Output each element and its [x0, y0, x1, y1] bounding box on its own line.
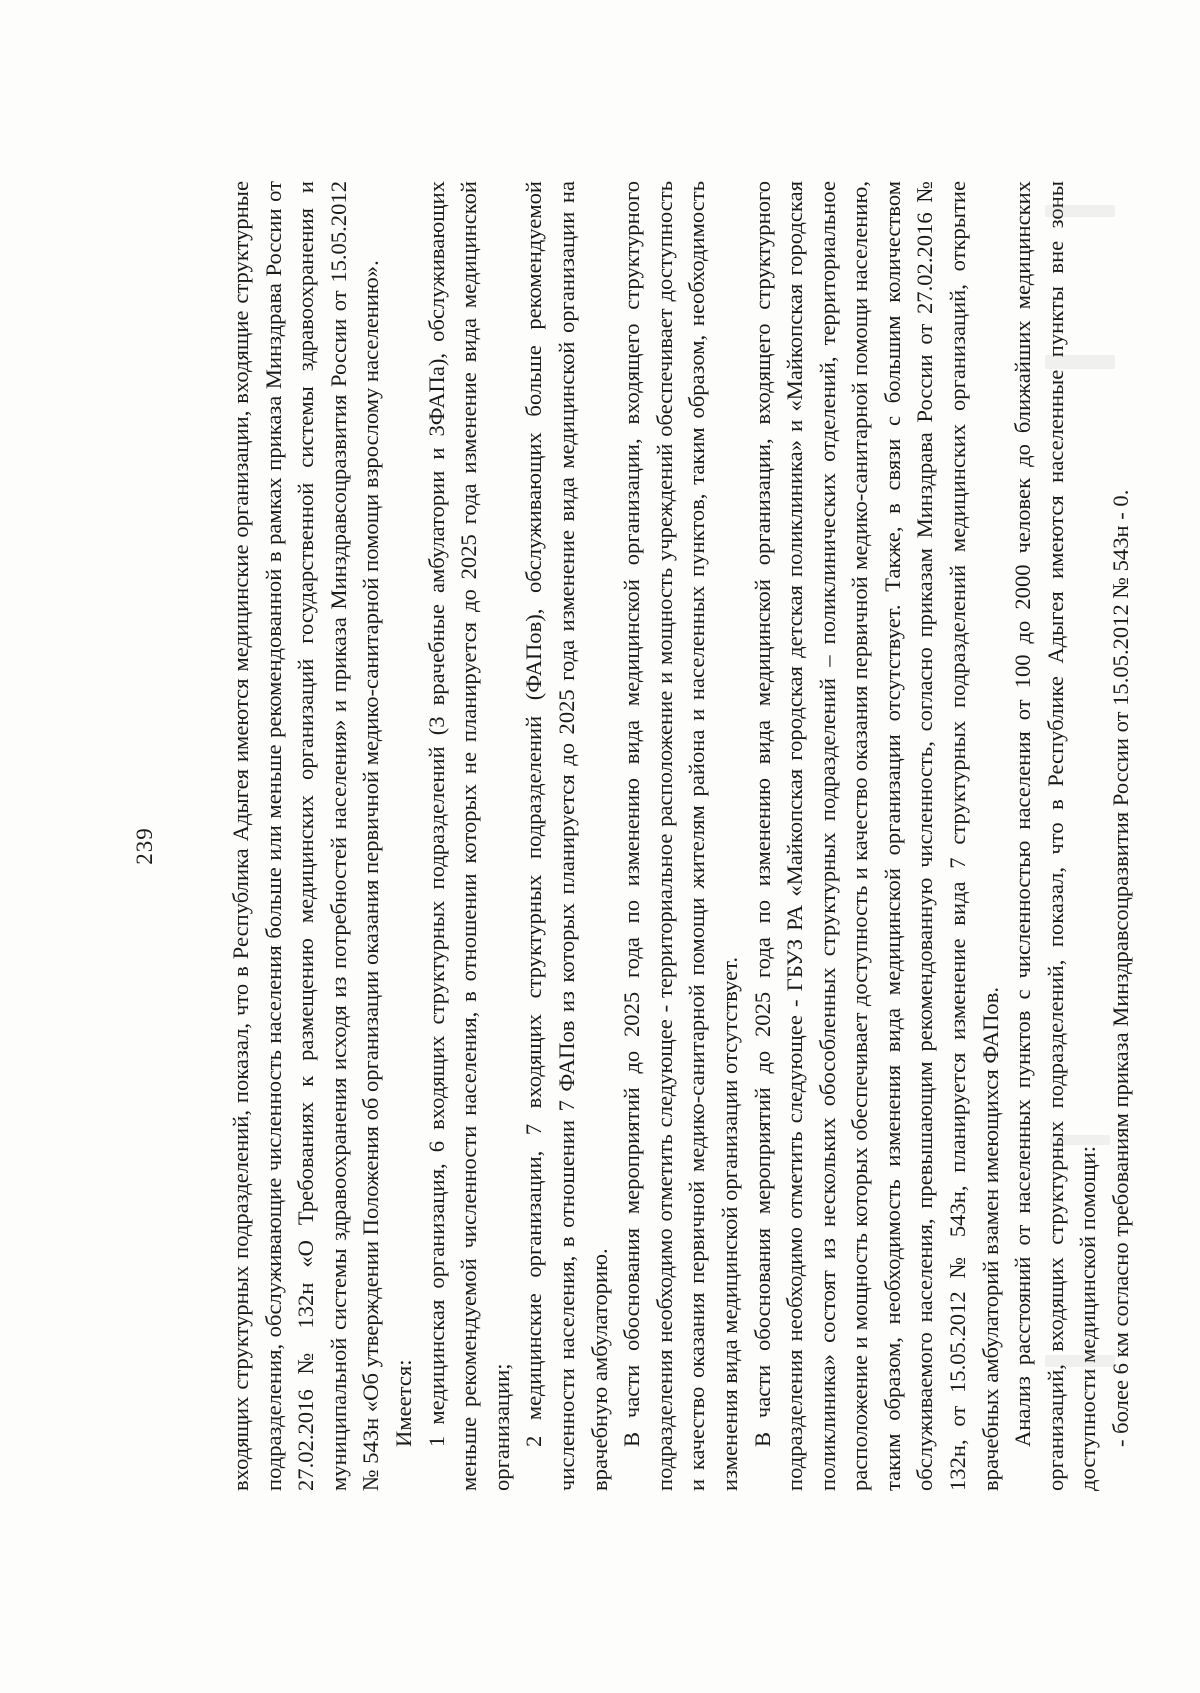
document-body — [225, 181, 1138, 1491]
paragraph-justification-2: В части обоснования мероприятий до 2025 года по изменению вида медицинской организации, входящего структурного подразделения необходимо отметить следующее - ГБУЗ РА «Майкопская городская детская поликлиника» и «Майкопская городская поликлиника» состоят из нескольких обособленных структурных подразделений – поликлинических отделений, территориальное расположение и мощность которых обеспечивает доступность и качество оказания первичной медико-санитарной помощи населению, таким образом, необходимость изменения вида медицинской организации отсутствует. Также, в связи с большим количеством обслуживаемого населения, превышающим рекомендованную численность, согласно приказам Минздрава России от 27.02.2016 № 132н, от 15.05.2012 № 543н, планируется изменение вида 7 структурных подразделений медицинских организаций, открытие врачебных амбулаторий взамен имеющихся ФАПов. — [749, 181, 1003, 1491]
paragraph-distance-result: - более 6 км согласно требованиям приказа Минздравсоцразвития России от 15.05.2012 № 543н - 0. — [1108, 489, 1134, 1447]
paragraph-intro: входящих структурных подразделений, показал, что в Республика Адыгея имеются медицинские организации, входящие структурные подразделения, обслуживающие численность населения больше или меньше рекомендованной в рамках приказа Минздрава России от 27.02.2016 № 132н «О Требованиях к размещению медицинских организаций государственной системы здравоохранения и муниципальной системы здравоохранения исходя из потребностей населения» и приказа Минздравсоцразвития России от 15.05.2012 № 543н «Об утверждении Положения об организации оказания первичной медико-санитарной помощи взрослому населению». — [228, 181, 384, 1491]
paragraph-justification-1: В части обоснования мероприятий до 2025 года по изменению вида медицинской организации, входящего структурного подразделения необходимо отметить следующее - территориальное расположение и мощность учреждений обеспечивает доступность и качество оказания первичной медико-санитарной помощи жителям района и населенных пунктов, таким образом, необходимость изменения вида медицинской организации отсутствует. — [619, 181, 742, 1491]
paragraph-distance-analysis: Анализ расстояний от населенных пунктов с численностью населения от 100 до 2000 человек до ближайших медицинских организаций, входящих структурных подразделений, показал, что в Республике Адыгея имеются населенные пункты вне зоны доступности медицинской помощи: — [1010, 181, 1101, 1491]
page-number: 239 — [132, 827, 157, 865]
scan-artifact — [1045, 1355, 1115, 1367]
paragraph-item-2: 2 медицинские организации, 7 входящих структурных подразделений (ФАПов), обслуживающих больше рекомендуемой численности населения, в отношении 7 ФАПов из которых планируется до 2025 года изменение вида медицинской организации на врачебную амбулаторию. — [521, 181, 612, 1491]
scan-artifact — [1050, 1135, 1110, 1145]
paragraph-item-1: 1 медицинская организация, 6 входящих структурных подразделений (3 врачебные амбулатории и 3ФАПа), обслуживающих меньше рекомендуемой численности населения, в отношении которых не планируется до 2025 года изменение вида медицинской организации; — [423, 181, 514, 1491]
scan-artifact — [1045, 355, 1115, 369]
scan-artifact — [1045, 205, 1115, 217]
paragraph-available: Имеется: — [390, 1359, 416, 1447]
rotated-document-page — [120, 76, 1134, 1616]
